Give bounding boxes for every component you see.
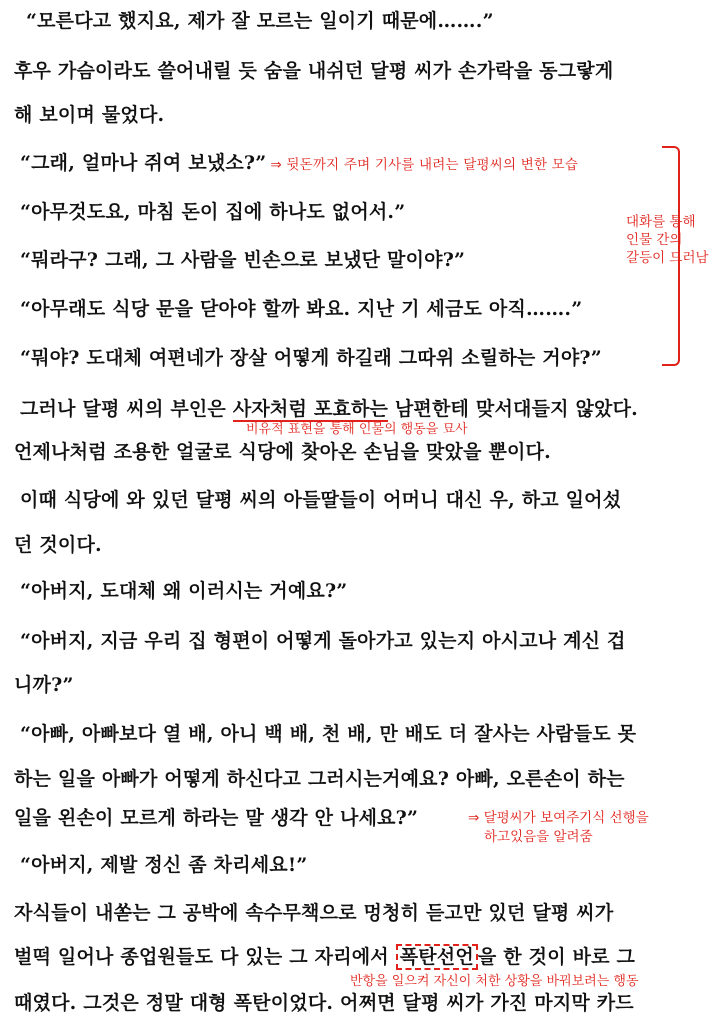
annotation-note: 갈등이 드러남 [626,250,709,266]
text-segment: 그러나 달평 씨의 부인은 [20,398,233,420]
dialogue-line: “아무래도 식당 문을 닫아야 할까 봐요. 지난 기 세금도 아직…….” [20,298,583,320]
highlighted-phrase: 폭탄선언 [396,944,478,970]
dialogue-line: 니까?” [14,674,74,696]
text-segment: 남편한테 맞서대들지 않았다. [388,398,638,420]
dialogue-line [20,148,578,175]
text-segment: 을 한 것이 바로 그 [477,946,636,968]
annotation-note: 반항을 일으켜 자신이 처한 상황을 바꿔보려는 행동 [350,974,639,989]
annotation-note: 하고있음을 알려줌 [484,829,593,845]
dialogue-line: “아빠, 아빠보다 열 배, 아니 백 배, 천 배, 만 배도 더 잘사는 사람들도 못 [20,723,637,745]
text-line: 던 것이다. [14,534,102,556]
text-line: 자식들이 내쏟는 그 공박에 속수무책으로 멍청히 듣고만 있던 달평 씨가 [14,902,614,924]
text-line: 때였다. 그것은 정말 대형 폭탄이었다. 어쩌면 달평 씨가 가진 마지막 카드 [14,992,634,1014]
text-line: 후우 가슴이라도 쓸어내릴 듯 숨을 내쉬던 달평 씨가 손가락을 동그랗게 [14,60,614,82]
dialogue-line: “아버지, 지금 우리 집 형편이 어떻게 돌아가고 있는지 아시고나 계신 겁 [20,630,626,652]
text-line [14,942,635,969]
annotation-note: 인물 간의 [626,232,683,248]
annotation-note: 비유적 표현을 통해 인물의 행동을 묘사 [246,422,468,437]
annotation-note: ⇒ 달평씨가 보여주기식 선행을 [468,810,649,826]
text-segment: 벌떡 일어나 종업원들도 다 있는 그 자리에서 [14,946,396,968]
text-line: 이때 식당에 와 있던 달평 씨의 아들딸들이 어머니 대신 우, 하고 일어섰 [20,489,622,511]
text-line [20,394,638,421]
text-line: 언제나처럼 조용한 얼굴로 식당에 찾아온 손님을 맞았을 뿐이다. [14,441,551,463]
dialogue-line: 일을 왼손이 모르게 하라는 말 생각 안 나세요?” [14,807,419,829]
text-line: 해 보이며 물었다. [14,104,165,126]
dialogue-line: “뭐야? 도대체 여편네가 장살 어떻게 하길래 그따위 소릴하는 거야?” [20,347,602,369]
annotation-note: 대화를 통해 [626,214,696,230]
highlighted-phrase: 사자처럼 포효하는 [232,398,389,420]
dialogue-line: 하는 일을 아빠가 어떻게 하신다고 그러시는거예요? 아빠, 오른손이 하는 [14,768,625,790]
dialogue-line: “아무것도요, 마침 돈이 집에 하나도 없어서.” [20,201,406,223]
dialogue-line: “아버지, 도대체 왜 이러시는 거예요?” [20,580,348,602]
dialogue-text: “그래, 얼마나 쥐여 보냈소?” [20,152,267,174]
annotation-note: ⇒ 뒷돈까지 주며 기사를 내려는 달평씨의 변한 모습 [270,157,579,173]
dialogue-line: “뭐라구? 그래, 그 사람을 빈손으로 보냈단 말이야?” [20,249,466,271]
text-line: “모른다고 했지요, 제가 잘 모르는 일이기 때문에…….” [26,10,494,32]
dialogue-line: “아버지, 제발 정신 좀 차리세요!” [20,854,308,876]
